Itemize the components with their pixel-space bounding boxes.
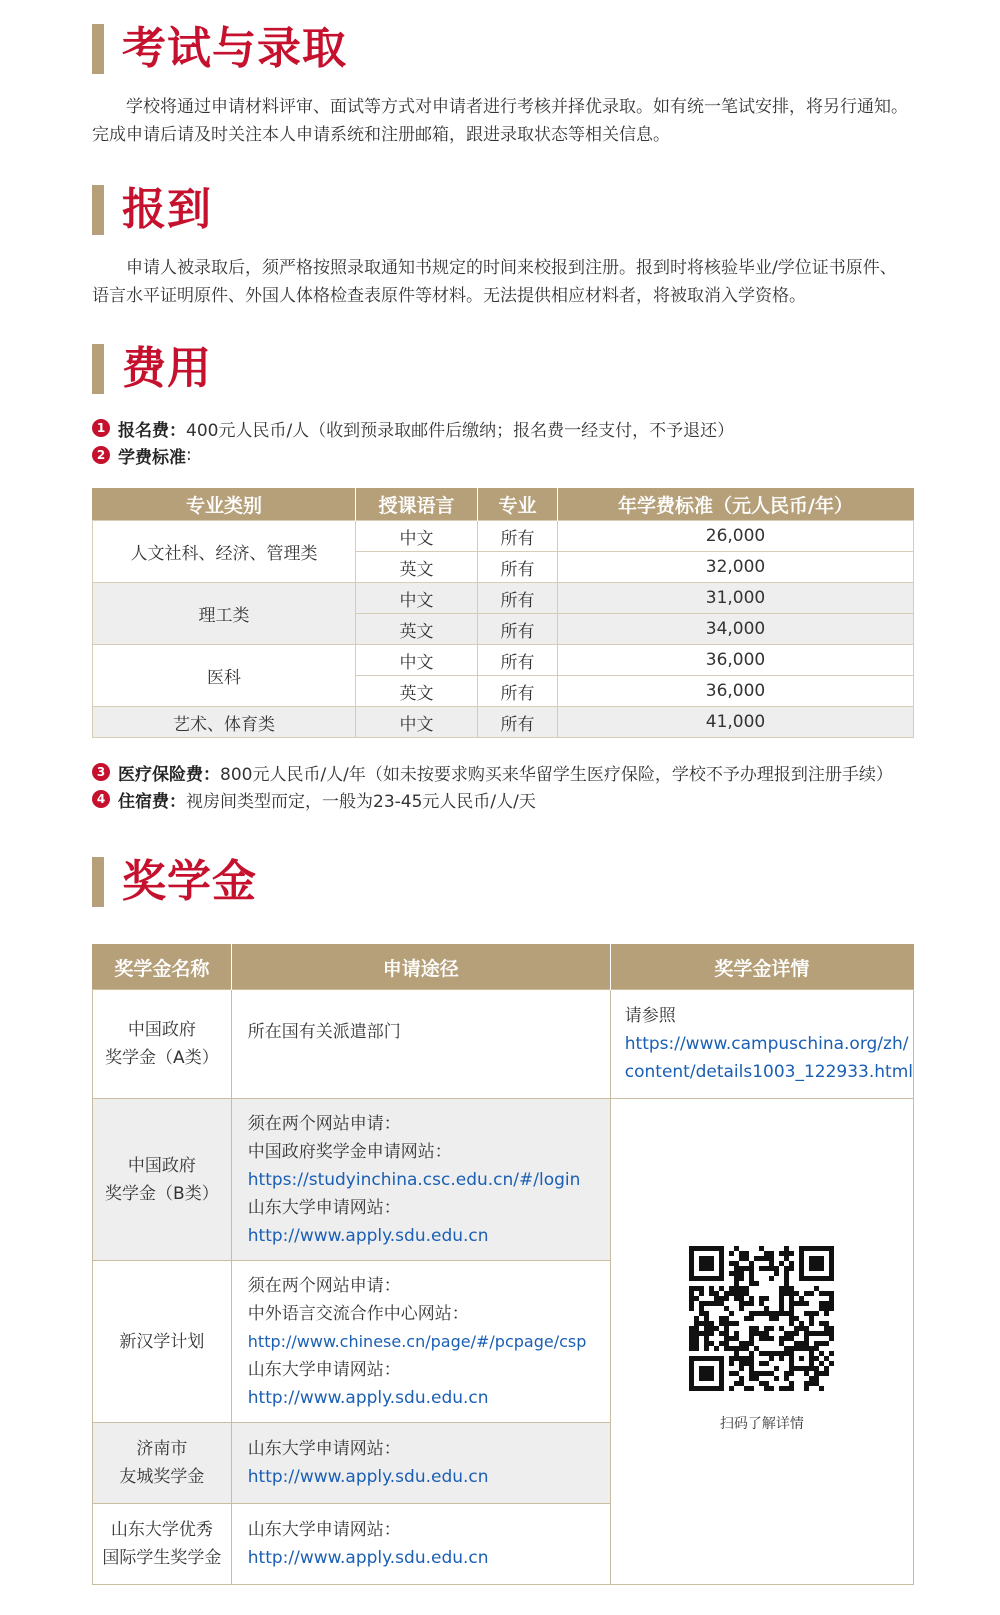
title-bar xyxy=(92,344,104,394)
route-line: 山东大学申请网站： xyxy=(247,1439,401,1459)
major-cell: 所有 xyxy=(478,552,558,583)
name-line: 友城奖学金 xyxy=(119,1467,205,1487)
route-line: 须在两个网站申请： xyxy=(247,1275,401,1296)
route-line: 中外语言交流合作中心网站： xyxy=(247,1303,469,1324)
fee-cell: 26,000 xyxy=(558,521,914,552)
scholarship-name-cell xyxy=(93,1504,232,1585)
major-cell: 所有 xyxy=(478,583,558,614)
header-major: 专业 xyxy=(478,489,558,521)
qr-block xyxy=(611,1246,913,1438)
header-category: 专业类别 xyxy=(93,489,356,521)
name-line: 济南市 xyxy=(136,1439,188,1459)
detail-intro: 请参照 xyxy=(624,1006,676,1026)
route-line: 山东大学申请网站： xyxy=(247,1197,401,1218)
route-link[interactable]: http://www.apply.sdu.edu.cn xyxy=(247,1225,489,1246)
header-route: 申请途径 xyxy=(231,945,610,990)
language-cell: 中文 xyxy=(356,707,478,738)
route-cell xyxy=(231,1099,610,1261)
language-cell: 英文 xyxy=(356,676,478,707)
number-badge: 3 xyxy=(92,763,110,781)
detail-cell xyxy=(610,990,913,1099)
title-bar xyxy=(92,857,104,907)
category-cell: 人文社科、经济、管理类 xyxy=(93,521,356,583)
route-link[interactable]: http://www.chinese.cn/page/#/pcpage/csp xyxy=(247,1331,587,1351)
register-paragraph: 申请人被录取后，须严格按照录取通知书规定的时间来校报到注册。报到时将核验毕业/学位证书原件、语言水平证明原件、外国人体格检查表原件等材料。无法提供相应材料者，将被取消入学资格。 xyxy=(92,258,897,306)
fee-cell: 34,000 xyxy=(558,614,914,645)
header-detail: 奖学金详情 xyxy=(610,945,913,990)
scholarship-name-cell xyxy=(93,1261,232,1423)
section-heading: 费用 xyxy=(122,343,212,394)
language-cell: 中文 xyxy=(356,521,478,552)
route-line: 中国政府奖学金申请网站： xyxy=(247,1141,452,1162)
exam-paragraph: 学校将通过申请材料评审、面试等方式对申请者进行考核并择优录取。如有统一笔试安排，将另行通知。完成申请后请及时关注本人申请系统和注册邮箱，跟进录取状态等相关信息。 xyxy=(92,97,908,145)
name-line: 奖学金（A类） xyxy=(105,1048,219,1068)
fee-label: 医疗保险费： xyxy=(118,764,220,785)
fee-item-accommodation xyxy=(92,785,536,813)
table-row xyxy=(93,521,914,552)
language-cell: 英文 xyxy=(356,552,478,583)
header-annual-fee: 年学费标准（元人民币/年） xyxy=(558,489,914,521)
category-cell: 艺术、体育类 xyxy=(93,707,356,738)
major-cell: 所有 xyxy=(478,676,558,707)
major-cell: 所有 xyxy=(478,521,558,552)
fee-cell: 36,000 xyxy=(558,645,914,676)
detail-link[interactable]: https://www.campuschina.org/zh/ xyxy=(624,1034,909,1054)
fee-cell: 32,000 xyxy=(558,552,914,583)
fee-text: 400元人民币/人（收到预录取邮件后缴纳；报名费一经支付，不予退还） xyxy=(186,420,735,441)
route-line: 山东大学申请网站： xyxy=(247,1520,401,1540)
number-badge: 2 xyxy=(92,446,110,464)
table-row xyxy=(93,707,914,738)
table-row xyxy=(93,645,914,676)
fee-label: 学费标准 xyxy=(118,447,186,468)
route-link[interactable]: http://www.apply.sdu.edu.cn xyxy=(247,1467,489,1487)
fee-label: 住宿费： xyxy=(118,791,186,812)
route-link[interactable]: http://www.apply.sdu.edu.cn xyxy=(247,1387,489,1408)
section-heading: 报到 xyxy=(122,184,212,235)
scholarship-name-cell xyxy=(93,1423,232,1504)
fee-item-tuition xyxy=(92,441,192,469)
category-cell: 医科 xyxy=(93,645,356,707)
section-title-scholarship xyxy=(92,857,257,907)
scholarship-name-cell xyxy=(93,1099,232,1261)
category-cell: 理工类 xyxy=(93,583,356,645)
route-cell xyxy=(231,1423,610,1504)
number-badge: 4 xyxy=(92,790,110,808)
section-title-register xyxy=(92,185,212,235)
section-title-fees xyxy=(92,344,212,394)
route-cell xyxy=(231,990,610,1099)
route-line: 须在两个网站申请： xyxy=(247,1113,401,1134)
qr-cell xyxy=(610,1099,913,1585)
section-heading: 奖学金 xyxy=(122,856,257,907)
header-language: 授课语言 xyxy=(356,489,478,521)
route-cell xyxy=(231,1504,610,1585)
qr-caption: 扫码了解详情 xyxy=(719,1415,804,1432)
language-cell: 英文 xyxy=(356,614,478,645)
title-bar xyxy=(92,185,104,235)
number-badge: 1 xyxy=(92,419,110,437)
name-line: 奖学金（B类） xyxy=(105,1183,219,1204)
route-line: 所在国有关派遣部门 xyxy=(247,1022,401,1042)
fee-cell: 31,000 xyxy=(558,583,914,614)
scholarship-name-cell xyxy=(93,990,232,1099)
fee-text: 视房间类型而定，一般为23-45元人民币/人/天 xyxy=(186,791,536,812)
table-row xyxy=(93,990,914,1099)
fee-text: : xyxy=(186,445,192,465)
major-cell: 所有 xyxy=(478,645,558,676)
tuition-table xyxy=(92,488,914,738)
fee-label: 报名费： xyxy=(118,420,186,441)
table-header-row xyxy=(93,945,914,990)
table-row xyxy=(93,1099,914,1261)
detail-link[interactable]: content/details1003_122933.html xyxy=(624,1062,913,1082)
route-link[interactable]: https://studyinchina.csc.edu.cn/#/login xyxy=(247,1169,581,1190)
fee-text: 800元人民币/人/年（如未按要求购买来华留学生医疗保险，学校不予办理报到注册手续） xyxy=(220,764,893,785)
section-heading: 考试与录取 xyxy=(122,23,347,74)
name-line: 中国政府 xyxy=(127,1020,196,1040)
title-bar xyxy=(92,24,104,74)
route-line: 山东大学申请网站： xyxy=(247,1359,401,1380)
major-cell: 所有 xyxy=(478,707,558,738)
fee-cell: 36,000 xyxy=(558,676,914,707)
name-line: 中国政府 xyxy=(127,1155,196,1176)
major-cell: 所有 xyxy=(478,614,558,645)
name-line: 山东大学优秀 xyxy=(110,1520,213,1540)
scholarship-table xyxy=(92,944,914,1585)
fee-cell: 41,000 xyxy=(558,707,914,738)
route-link[interactable]: http://www.apply.sdu.edu.cn xyxy=(247,1548,489,1568)
name-line: 新汉学计划 xyxy=(119,1331,205,1352)
table-header-row xyxy=(93,489,914,521)
table-row xyxy=(93,583,914,614)
name-line: 国际学生奖学金 xyxy=(102,1548,222,1568)
section-title-exam xyxy=(92,24,347,74)
fee-item-application xyxy=(92,414,734,442)
language-cell: 中文 xyxy=(356,583,478,614)
fee-item-insurance xyxy=(92,758,893,786)
header-name: 奖学金名称 xyxy=(93,945,232,990)
language-cell: 中文 xyxy=(356,645,478,676)
qr-code-icon[interactable] xyxy=(689,1246,834,1391)
route-cell xyxy=(231,1261,610,1423)
